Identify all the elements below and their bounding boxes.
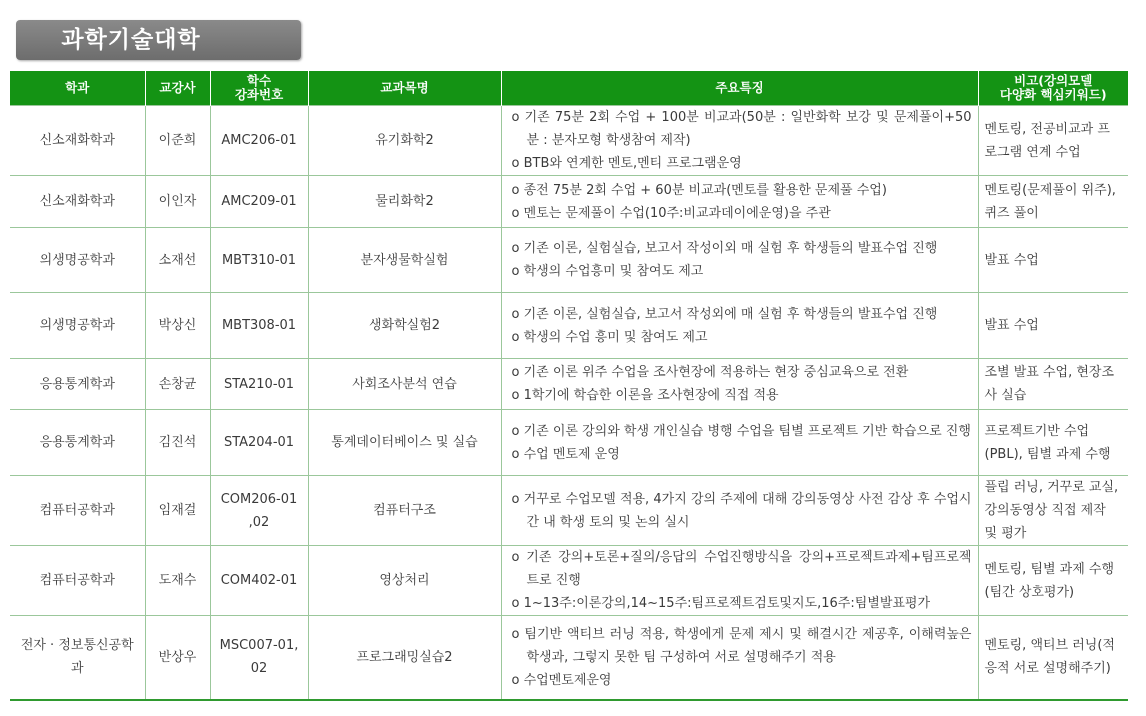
course-cell: 컴퓨터구조 (308, 476, 501, 546)
feature-item: o 기존 강의+토론+질의/응답의 수업진행방식을 강의+프로젝트과제+팀프로젝트로 진행 (511, 550, 972, 588)
code-cell: STA204-01 (210, 410, 308, 476)
course-cell: 통계데이터베이스 및 실습 (308, 410, 501, 476)
course-cell: 사회조사분석 연습 (308, 359, 501, 410)
course-table (10, 71, 1128, 701)
course-cell: 유기화학2 (308, 106, 501, 176)
code-cell: AMC206-01 (210, 106, 308, 176)
course-cell: 영상처리 (308, 546, 501, 616)
feature-item: o 기존 이론, 실험실습, 보고서 작성이외 매 실험 후 학생들의 발표수업 진행 (511, 241, 938, 256)
table-row (10, 616, 1128, 700)
features-cell (501, 359, 978, 410)
features-cell (501, 293, 978, 359)
code-cell: AMC209-01 (210, 176, 308, 228)
features-cell (501, 616, 978, 700)
feature-item: o 거꾸로 수업모델 적용, 4가지 강의 주제에 대해 강의동영상 사전 감상 후 수업시간 내 학생 토의 및 논의 실시 (511, 491, 972, 530)
feature-item: o 수업멘토제운영 (511, 672, 612, 688)
note-cell: 멘토링, 팀별 과제 수행(팀간 상호평가) (978, 546, 1128, 616)
header-code: 학수 강좌번호 (210, 71, 308, 106)
instructor-cell: 김진석 (145, 410, 210, 476)
feature-item: o 학생의 수업흥미 및 참여도 제고 (511, 264, 704, 279)
table-row (10, 106, 1128, 176)
note-cell: 조별 발표 수업, 현장조사 실습 (978, 359, 1128, 410)
features-cell (501, 106, 978, 176)
instructor-cell: 반상우 (145, 616, 210, 700)
header-features: 주요특징 (501, 71, 978, 106)
dept-cell: 컴퓨터공학과 (10, 476, 145, 546)
table-row (10, 359, 1128, 410)
note-cell: 프로젝트기반 수업(PBL), 팀별 과제 수행 (978, 410, 1128, 476)
course-cell: 분자생물학실험 (308, 228, 501, 293)
table-header-row (10, 71, 1128, 106)
feature-item: o BTB와 연계한 멘토,멘티 프로그램운영 (511, 156, 742, 171)
header-note: 비고(강의모델 다양화 핵심키워드) (978, 71, 1128, 106)
dept-cell: 응용통계학과 (10, 410, 145, 476)
header-dept: 학과 (10, 71, 145, 106)
feature-item: o 1~13주:이론강의,14~15주:팀프로젝트검토및지도,16주:팀별발표평가 (511, 596, 931, 611)
feature-item: o 멘토는 문제풀이 수업(10주:비교과데이에운영)을 주관 (511, 205, 831, 221)
feature-item: o 팀기반 액티브 러닝 적용, 학생에게 문제 제시 및 해결시간 제공후, 이해력높은 학생과, 그렇지 못한 팀 구성하여 서로 설명해주기 적용 (511, 626, 972, 665)
dept-cell: 의생명공학과 (10, 228, 145, 293)
code-cell: COM206-01 ,02 (210, 476, 308, 546)
feature-item: o 기존 이론 강의와 학생 개인실습 병행 수업을 팀별 프로젝트 기반 학습으로 진행 (511, 423, 971, 439)
table-row (10, 293, 1128, 359)
dept-cell: 의생명공학과 (10, 293, 145, 359)
feature-item: o 학생의 수업 흥미 및 참여도 제고 (511, 329, 708, 345)
feature-item: o 기존 이론 위주 수업을 조사현장에 적용하는 현장 중심교육으로 전환 (511, 365, 909, 380)
course-cell: 물리화학2 (308, 176, 501, 228)
features-cell (501, 228, 978, 293)
feature-item: o 수업 멘토제 운영 (511, 446, 620, 462)
feature-item: o 종전 75분 2회 수업 + 60분 비교과(멘토를 활용한 문제풀 수업) (511, 182, 887, 198)
dept-cell: 컴퓨터공학과 (10, 546, 145, 616)
table-row (10, 176, 1128, 228)
section-title-banner (16, 20, 301, 60)
features-cell (501, 546, 978, 616)
note-cell: 멘토링, 액티브 러닝(적응적 서로 설명해주기) (978, 616, 1128, 700)
dept-cell: 신소재화학과 (10, 106, 145, 176)
course-cell: 생화학실험2 (308, 293, 501, 359)
dept-cell: 전자 · 정보통신공학과 (10, 616, 145, 700)
note-cell: 멘토링(문제풀이 위주), 퀴즈 풀이 (978, 176, 1128, 228)
code-cell: MBT310-01 (210, 228, 308, 293)
header-instructor: 교강사 (145, 71, 210, 106)
code-cell: STA210-01 (210, 359, 308, 410)
instructor-cell: 소재선 (145, 228, 210, 293)
features-cell (501, 476, 978, 546)
instructor-cell: 이준희 (145, 106, 210, 176)
instructor-cell: 이인자 (145, 176, 210, 228)
instructor-cell: 손창균 (145, 359, 210, 410)
table-row (10, 410, 1128, 476)
course-cell: 프로그래밍실습2 (308, 616, 501, 700)
note-cell: 발표 수업 (978, 293, 1128, 359)
instructor-cell: 박상신 (145, 293, 210, 359)
code-cell: COM402-01 (210, 546, 308, 616)
dept-cell: 응용통계학과 (10, 359, 145, 410)
page-title: 과학기술대학 (61, 27, 201, 53)
features-cell (501, 176, 978, 228)
code-cell: MBT308-01 (210, 293, 308, 359)
features-cell (501, 410, 978, 476)
feature-item: o 기존 75분 2회 수업 + 100분 비교과(50분 : 일반화학 보강 및 문제풀이+50분 : 분자모형 학생참여 제작) (511, 110, 972, 148)
header-course: 교과목명 (308, 71, 501, 106)
feature-item: o 기존 이론, 실험실습, 보고서 작성외에 매 실험 후 학생들의 발표수업 진행 (511, 306, 938, 322)
instructor-cell: 도재수 (145, 546, 210, 616)
note-cell: 멘토링, 전공비교과 프로그램 연계 수업 (978, 106, 1128, 176)
table-row (10, 546, 1128, 616)
note-cell: 플립 러닝, 거꾸로 교실, 강의동영상 직접 제작 및 평가 (978, 476, 1128, 546)
dept-cell: 신소재화학과 (10, 176, 145, 228)
feature-item: o 1학기에 학습한 이론을 조사현장에 직접 적용 (511, 388, 779, 403)
code-cell: MSC007-01, 02 (210, 616, 308, 700)
note-cell: 발표 수업 (978, 228, 1128, 293)
instructor-cell: 임재걸 (145, 476, 210, 546)
table-row (10, 476, 1128, 546)
table-row (10, 228, 1128, 293)
